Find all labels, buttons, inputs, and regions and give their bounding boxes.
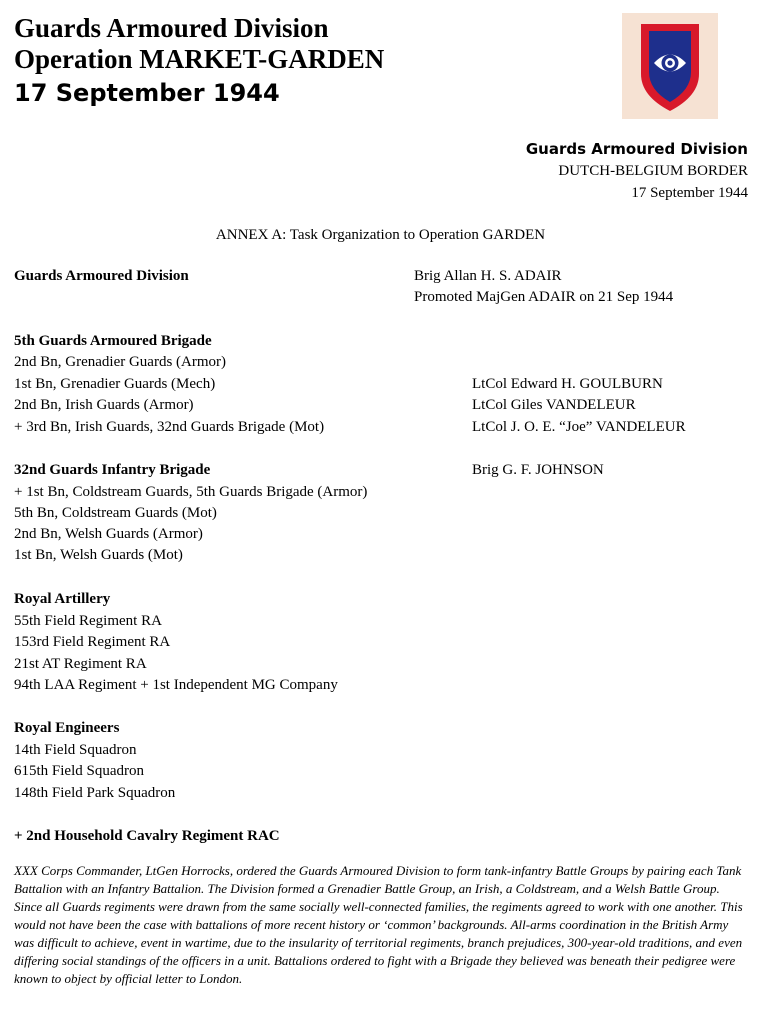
unit-commander: LtCol Giles VANDELEUR <box>472 397 636 413</box>
hq-date: 17 September 1944 <box>631 185 748 201</box>
title-date: 17 September 1944 <box>14 79 280 107</box>
unit-row: 2nd Bn, Grenadier Guards (Armor) <box>14 354 227 370</box>
artillery-heading: Royal Artillery <box>14 591 111 607</box>
division-emblem <box>622 13 718 119</box>
unit-row: + 1st Bn, Coldstream Guards, 5th Guards Brigade (Armor) <box>14 484 368 500</box>
unit-row: 1st Bn, Grenadier Guards (Mech) <box>14 376 216 392</box>
brigade-32-heading: 32nd Guards Infantry Brigade <box>14 462 211 478</box>
unit-row: 615th Field Squadron <box>14 763 144 779</box>
unit-row: 55th Field Regiment RA <box>14 613 162 629</box>
hq-block <box>526 138 748 204</box>
engineers-heading: Royal Engineers <box>14 720 120 736</box>
unit-row: 21st AT Regiment RA <box>14 656 147 672</box>
hq-name: Guards Armoured Division <box>525 140 748 158</box>
page-header <box>14 13 384 110</box>
unit-row: 2nd Bn, Welsh Guards (Armor) <box>14 526 203 542</box>
unit-row: 14th Field Squadron <box>14 742 137 758</box>
unit-row: + 3rd Bn, Irish Guards, 32nd Guards Brigade (Mot) <box>14 419 325 435</box>
cavalry-line: + 2nd Household Cavalry Regiment RAC <box>14 828 280 844</box>
unit-row: 148th Field Park Squadron <box>14 785 176 801</box>
division-commander-note: Promoted MajGen ADAIR on 21 Sep 1944 <box>414 289 674 305</box>
unit-row: 94th LAA Regiment + 1st Independent MG Company <box>14 677 338 693</box>
brigade-32-commander: Brig G. F. JOHNSON <box>472 462 604 478</box>
unit-commander: LtCol J. O. E. “Joe” VANDELEUR <box>472 419 686 435</box>
title-line-2: Operation MARKET-GARDEN <box>14 44 385 74</box>
hq-location: DUTCH-BELGIUM BORDER <box>558 163 748 179</box>
unit-row: 5th Bn, Coldstream Guards (Mot) <box>14 505 217 521</box>
annex-title: ANNEX A: Task Organization to Operation GARDEN <box>215 227 546 243</box>
historical-note: XXX Corps Commander, LtGen Horrocks, ordered the Guards Armoured Division to form tank-infantry Battle Groups by pairing each Tank Battalion with an Infantry Battalion. The Division formed a Grenadier Battle Group, an Irish, a Coldstream, and a Welsh Battle Group. Since all Guards regiments were drawn from the same socially well-connected families, the regiments agreed to work with one another. This would not have been the case with battalions of more recent history or ‘common’ backgrounds. All-arms coordination in the British Army was difficult to achieve, event in wartime, due to the insularity of territorial regiments, branch prejudices, 300-year-old traditions, and even differing social standings of the officers in a unit. Battalions ordered to fight with a Brigade they believed was beneath their pedigree were known to object by official letter to London. <box>14 863 743 986</box>
unit-row: 153rd Field Regiment RA <box>14 634 171 650</box>
guards-eye-shield-icon <box>622 13 718 119</box>
division-name: Guards Armoured Division <box>14 268 189 284</box>
unit-row: 1st Bn, Welsh Guards (Mot) <box>14 547 183 563</box>
division-commander: Brig Allan H. S. ADAIR <box>414 268 562 284</box>
unit-commander: LtCol Edward H. GOULBURN <box>472 376 663 392</box>
brigade-5-heading: 5th Guards Armoured Brigade <box>14 333 212 349</box>
unit-row: 2nd Bn, Irish Guards (Armor) <box>14 397 194 413</box>
title-line-1: Guards Armoured Division <box>14 13 329 43</box>
